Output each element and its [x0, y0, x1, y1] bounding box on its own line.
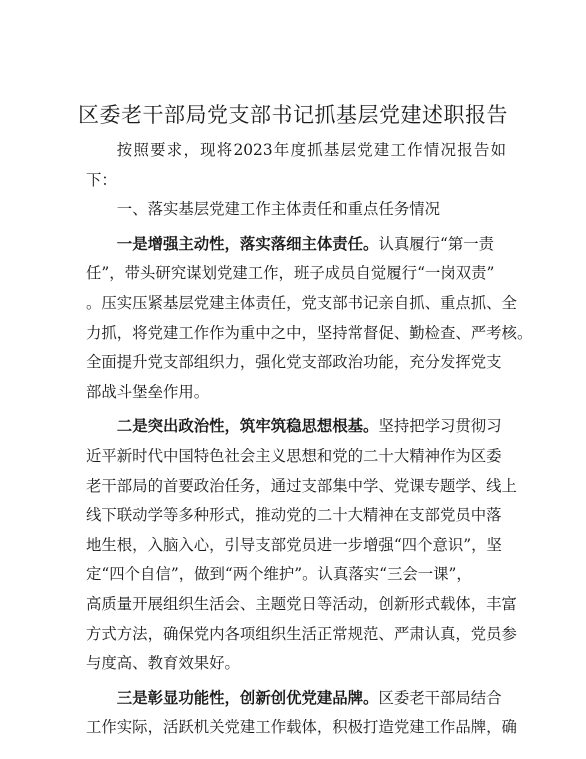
section-heading-1: 一、落实基层党建工作主体责任和重点任务情况	[116, 200, 441, 219]
paragraph-3-line-2: 工作实际，活跃机关党建工作载体，积极打造党建工作品牌，确	[86, 718, 517, 737]
paragraph-3-line-1: 三是彰显功能性，创新创优党建品牌。区委老干部局结合	[116, 688, 502, 707]
paragraph-2-line-2: 近平新时代中国特色社会主义思想和党的二十大精神作为区委	[86, 446, 502, 465]
paragraph-2-line-3: 老干部局的首要政治任务，通过支部集中学、党课专题学、线上	[86, 476, 517, 495]
paragraph-2-line-7: 高质量开展组织生活会、主题党日等活动，创新形式载体，丰富	[86, 594, 517, 613]
paragraph-1	[86, 230, 533, 408]
paragraph-2	[86, 412, 517, 678]
paragraph-2-lead: 二是突出政治性，筑牢筑稳思想根基。	[116, 417, 379, 436]
paragraph-2-line-1: 二是突出政治性，筑牢筑稳思想根基。坚持把学习贯彻习	[116, 417, 502, 436]
paragraph-3	[86, 684, 517, 743]
paragraph-2-line-9: 与度高、教育效果好。	[86, 654, 240, 673]
document-title: 区委老干部局党支部书记抓基层党建述职报告	[78, 103, 508, 127]
paragraph-2-line-8: 方式方法，确保党内各项组织生活正常规范、严肃认真，党员参	[86, 624, 517, 643]
paragraph-1-line-4: 力抓，将党建工作作为重中之中，坚持常督促、勤检查、严考核。	[86, 323, 533, 342]
paragraph-1-line-1: 一是增强主动性，落实落细主体责任。认真履行“第一责	[116, 234, 495, 253]
intro-paragraph: 按照要求，现将2023年度抓基层党建工作情况报告如下：	[86, 141, 506, 189]
paragraph-2-line-6: 定“四个自信”，做到“两个维护”。认真落实“三会一课”，	[86, 565, 472, 584]
paragraph-1-line-2: 任”，带头研究谋划党建工作，班子成员自觉履行“一岗双责”	[86, 264, 495, 283]
paragraph-1-lead: 一是增强主动性，落实落细主体责任。	[116, 234, 379, 253]
paragraph-2-line-5: 地生根，入脑入心，引导支部党员进一步增强“四个意识”，坚	[86, 535, 502, 554]
paragraph-3-lead: 三是彰显功能性，创新创优党建品牌。	[116, 688, 379, 707]
paragraph-2-line-4: 线下联动学等多种形式，推动党的二十大精神在支部党员中落	[86, 506, 502, 525]
paragraph-1-line-6: 部战斗堡垒作用。	[86, 382, 210, 401]
paragraph-1-line-5: 全面提升党支部组织力，强化党支部政治功能，充分发挥党支	[86, 353, 502, 372]
paragraph-1-line-3: 。压实压紧基层党建主体责任，党支部书记亲自抓、重点抓、全	[86, 293, 517, 312]
document-body	[86, 136, 533, 743]
